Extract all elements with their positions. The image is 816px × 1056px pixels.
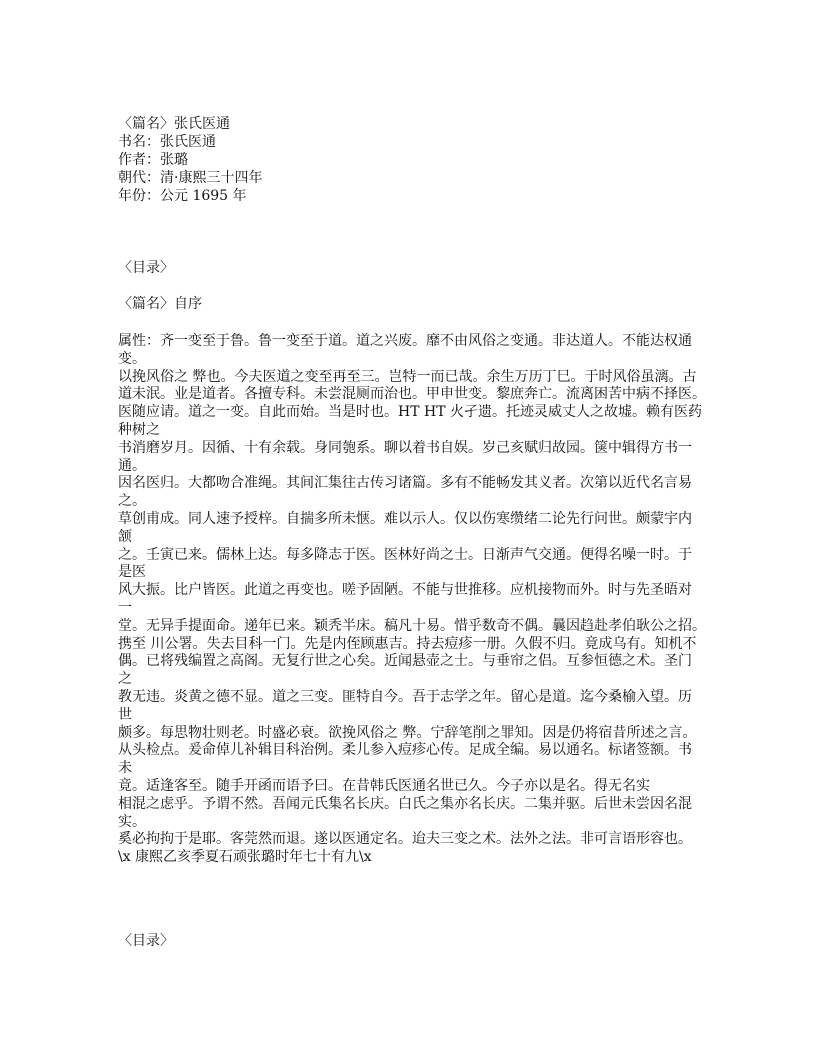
body-line: 医随应请。道之一变。自此而始。当是时也。HT HT 火孑遗。托迹灵威丈人之故墟。赖有医药 [118,404,702,421]
body-line: 道未泯。业是道者。各擅专科。未尝混厕而治也。甲申世变。黎庶奔亡。流离困苦中病不择医。 [118,386,706,403]
body-line: 堂。无异手提面命。递年已来。颖秃半床。稿凡十易。惜乎数奇不偶。曩因趋赴孝伯耿公之招。 [118,617,706,634]
body-line: 一 [118,599,132,616]
header-line: 年份：公元 1695 年 [118,188,247,204]
body-line: 种树之 [118,421,160,438]
body-line: 携至 川公署。失去目科一门。先是内侄顾惠吉。持去痘疹一册。久假不归。竟成乌有。知机不 [118,635,697,652]
body-line: 以挽风俗之 弊也。今夫医道之变至再至三。岂特一而已哉。余生万历丁巳。于时风俗虽漓。古 [118,368,697,385]
body-line: 奚必拘拘于是耶。客莞然而退。遂以医通定名。迨夫三变之术。法外之法。非可言语形容也。 [118,831,692,848]
body-line: 从头检点。爰命倬儿补辑目科治例。柔儿参入痘疹心传。足成全编。易以通名。标诸签额。书 [118,742,692,759]
body-line: 颔 [118,528,132,545]
body-line: 因名医归。大都吻合准绳。其间汇集往古传习诸篇。多有不能畅发其义者。次第以近代名言易 [118,475,692,492]
body-line: 颇多。每思物壮则老。时盛必衰。欲挽风俗之 弊。宁辞笔削之罪知。因是仍将宿昔所述之言。 [118,724,697,741]
preface-body [118,333,706,867]
body-line: 变。 [118,350,146,367]
body-line: 书消磨岁月。因循、十有余载。身同匏系。聊以着书自娱。岁己亥赋归故园。箧中辑得方书一 [118,439,692,456]
toc-link: 〈目录〉 [118,260,174,276]
toc-link-bottom: 〈目录〉 [118,933,174,949]
body-line: 教无违。炎黄之德不显。道之三变。匪特自今。吾于志学之年。留心是道。迄今桑榆入望。历 [118,688,692,705]
header-line: 〈篇名〉张氏医通 [118,116,230,132]
body-line: 偶。已将残编置之高阁。无复行世之心矣。近闻悬壶之士。与垂帘之侣。互参恒德之术。圣门 [118,653,692,670]
body-line: 通。 [118,457,146,474]
header-line: 作者：张璐 [118,152,188,168]
body-line: \x 康熙乙亥季夏石顽张璐时年七十有九\x [118,849,372,866]
section-title: 〈篇名〉自序 [118,296,202,312]
body-line: 世 [118,706,132,723]
body-line: 风大振。比户皆医。此道之再变也。嗟予固陋。不能与世推移。应机接物而外。时与先圣晤对 [118,582,692,599]
body-line: 实。 [118,813,146,830]
body-line: 草创甫成。同人速予授梓。自揣多所未惬。难以示人。仅以伤寒缵绪二论先行问世。颇蒙宇内 [118,510,692,527]
body-line: 之 [118,671,132,688]
body-line: 是医 [118,564,146,581]
body-line: 未 [118,760,132,777]
header-line: 朝代：清·康熙三十四年 [118,170,263,186]
body-line: 相混之虑乎。予谓不然。吾闻元氏集名长庆。白氏之集亦名长庆。二集并驱。后世未尝因名混 [118,795,692,812]
document-header [118,115,262,205]
body-line: 属性：齐一变至于鲁。鲁一变至于道。道之兴废。靡不由风俗之变通。非达道人。不能达权通 [118,333,692,349]
body-line: 之。 [118,493,146,510]
body-line: 竟。适逢客至。随手开函而语予曰。在昔韩氏医通名世已久。今子亦以是名。得无名实 [118,777,650,794]
header-line: 书名：张氏医通 [118,134,216,150]
body-line: 之。壬寅已来。儒林上达。每多降志于医。医林好尚之士。日渐声气交通。便得名噪一时。于 [118,546,692,563]
